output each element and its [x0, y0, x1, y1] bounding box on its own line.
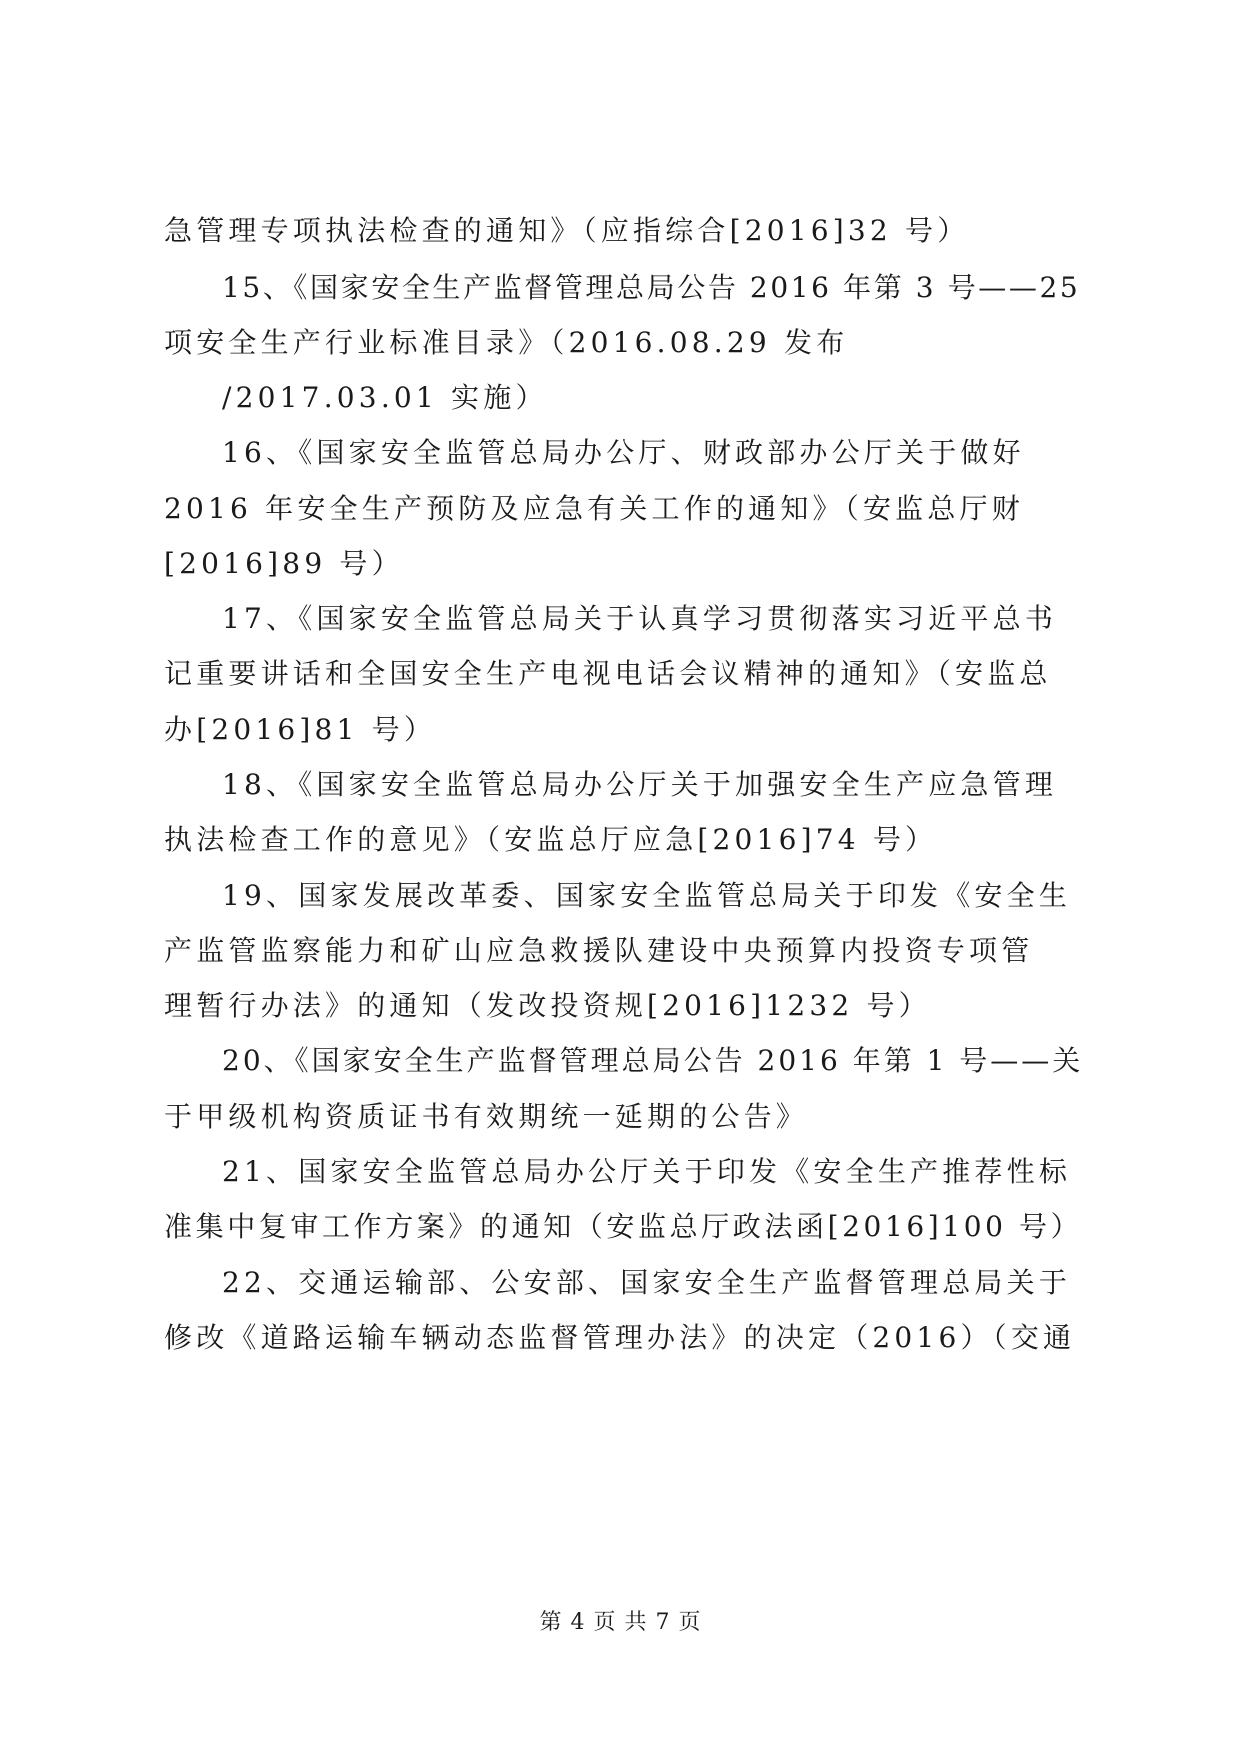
- text-line: 19、国家发展改革委、国家安全监管总局关于印发《安全生: [222, 879, 1072, 912]
- text-line: 记重要讲话和全国安全生产电视电话会议精神的通知》（安监总: [164, 657, 1052, 690]
- text-line: 17、《国家安全监管总局关于认真学习贯彻落实习近平总书: [222, 602, 1058, 635]
- text-line: 准集中复审工作方案》的通知（安监总厅政法函[2016]100 号）: [164, 1210, 1083, 1243]
- text-line: 18、《国家安全监管总局办公厅关于加强安全生产应急管理: [222, 768, 1058, 801]
- text-line: [2016]89 号）: [164, 547, 404, 580]
- text-line: 20、《国家安全生产监督管理总局公告 2016 年第 1 号——关: [222, 1044, 1084, 1077]
- text-line: 16、《国家安全监管总局办公厅、财政部办公厅关于做好: [222, 436, 1025, 469]
- text-line: 产监管监察能力和矿山应急救援队建设中央预算内投资专项管: [164, 934, 1034, 967]
- text-line: 2016 年安全生产预防及应急有关工作的通知》（安监总厅财: [164, 492, 1024, 525]
- text-line: 办[2016]81 号）: [164, 713, 437, 746]
- text-line: 修改《道路运输车辆动态监督管理办法》的决定（2016）（交通: [164, 1321, 1076, 1354]
- text-line: 急管理专项执法检查的通知》（应指综合[2016]32 号）: [164, 214, 970, 247]
- page-number-footer: 第 4 页 共 7 页: [539, 1610, 702, 1635]
- text-line: 项安全生产行业标准目录》（2016.08.29 发布: [164, 326, 849, 359]
- text-line: 22、交通运输部、公安部、国家安全生产监督管理总局关于: [222, 1266, 1072, 1299]
- text-line: 21、国家安全监管总局办公厅关于印发《安全生产推荐性标: [222, 1155, 1072, 1188]
- text-line: 于甲级机构资质证书有效期统一延期的公告》: [164, 1100, 809, 1133]
- text-line: /2017.03.01 实施）: [222, 381, 548, 414]
- text-line: 15、《国家安全生产监督管理总局公告 2016 年第 3 号——25: [222, 271, 1081, 304]
- text-line: 理暂行办法》的通知（发改投资规[2016]1232 号）: [164, 989, 931, 1022]
- text-line: 执法检查工作的意见》（安监总厅应急[2016]74 号）: [164, 823, 938, 856]
